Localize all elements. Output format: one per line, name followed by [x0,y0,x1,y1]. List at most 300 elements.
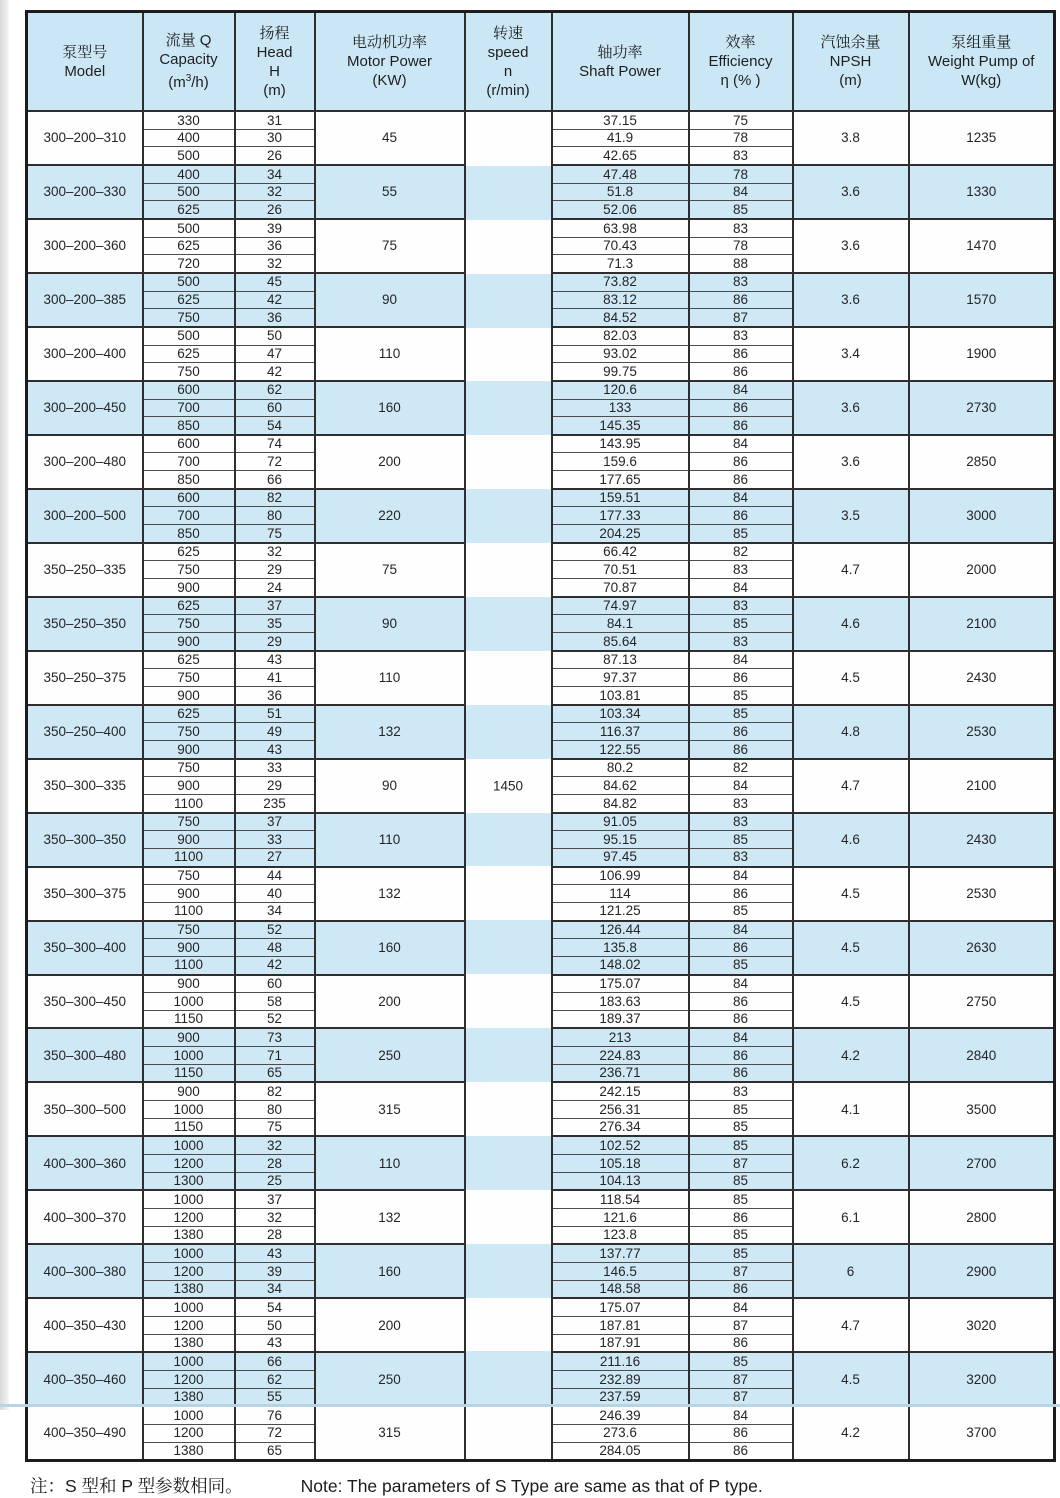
cell-head: 40 [235,885,315,903]
page-left-edge [0,0,9,1410]
capacity-header-en: Capacity [159,51,218,68]
cell-head: 47 [235,345,315,363]
cell-shaft-power: 175.07 [552,1298,689,1316]
cell-efficiency: 85 [689,1352,793,1370]
cell-head: 55 [235,1388,315,1406]
cell-capacity: 1200 [143,1263,235,1281]
cell-head: 33 [235,831,315,849]
cell-head: 29 [235,633,315,651]
cell-capacity: 900 [143,831,235,849]
cell-capacity: 720 [143,255,235,273]
cell-shaft-power: 159.51 [552,489,689,507]
cell-efficiency: 78 [689,165,793,183]
cell-shaft-power: 143.95 [552,435,689,453]
cell-capacity: 850 [143,417,235,435]
cell-efficiency: 84 [689,1406,793,1424]
model-header-en: Model [64,62,106,80]
cell-head: 36 [235,237,315,255]
cell-weight: 2530 [909,867,1055,921]
cell-head: 28 [235,1226,315,1244]
cell-shaft-power: 146.5 [552,1263,689,1281]
cell-capacity: 1000 [143,1352,235,1370]
cell-capacity: 400 [143,165,235,183]
cell-efficiency: 83 [689,219,793,237]
cell-capacity: 900 [143,777,235,795]
cell-head: 42 [235,291,315,309]
cell-motor-power: 45 [315,111,465,165]
cell-shaft-power: 97.37 [552,669,689,687]
cell-shaft-power: 120.6 [552,381,689,399]
cell-shaft-power: 121.6 [552,1209,689,1227]
cell-npsh: 3.8 [793,111,909,165]
cell-model: 400–300–370 [27,1190,143,1244]
cell-weight: 2840 [909,1028,1055,1082]
cell-npsh: 4.5 [793,1352,909,1406]
cell-shaft-power: 83.12 [552,291,689,309]
cell-model: 300–200–480 [27,435,143,489]
cell-head: 74 [235,435,315,453]
cell-capacity: 1000 [143,1406,235,1424]
cell-capacity: 750 [143,561,235,579]
cell-head: 54 [235,417,315,435]
cell-efficiency: 86 [689,993,793,1011]
cell-capacity: 750 [143,867,235,885]
cell-head: 51 [235,705,315,723]
cell-efficiency: 86 [689,291,793,309]
cell-efficiency: 86 [689,1280,793,1298]
cell-efficiency: 85 [689,1244,793,1262]
cell-shaft-power: 237.59 [552,1388,689,1406]
cell-npsh: 6.2 [793,1136,909,1190]
cell-head: 52 [235,921,315,939]
cell-motor-power: 250 [315,1028,465,1082]
cell-shaft-power: 159.6 [552,453,689,471]
cell-shaft-power: 103.81 [552,687,689,705]
model-header-cn: 泵型号 [62,43,108,61]
cell-capacity: 1380 [143,1442,235,1461]
cell-head: 43 [235,651,315,669]
cell-efficiency: 86 [689,507,793,525]
cell-weight: 1470 [909,219,1055,273]
cell-efficiency: 78 [689,237,793,255]
cell-capacity: 700 [143,399,235,417]
cell-weight: 1330 [909,165,1055,219]
cell-head: 35 [235,615,315,633]
cell-head: 44 [235,867,315,885]
cell-shaft-power: 73.82 [552,273,689,291]
cell-shaft-power: 224.83 [552,1047,689,1065]
cell-capacity: 850 [143,471,235,489]
cell-shaft-power: 41.9 [552,129,689,147]
cell-shaft-power: 103.34 [552,705,689,723]
cell-head: 42 [235,363,315,381]
cell-motor-power: 250 [315,1352,465,1406]
cell-shaft-power: 137.77 [552,1244,689,1262]
cell-weight: 2900 [909,1244,1055,1298]
cell-shaft-power: 95.15 [552,831,689,849]
cell-capacity: 1380 [143,1334,235,1352]
col-header-head: 扬程 Head H (m) [235,12,315,112]
cell-capacity: 1000 [143,993,235,1011]
cell-efficiency: 85 [689,615,793,633]
cell-capacity: 1100 [143,794,235,812]
cell-shaft-power: 256.31 [552,1101,689,1119]
cell-npsh: 4.5 [793,651,909,705]
cell-weight: 2730 [909,381,1055,435]
cell-weight: 1900 [909,327,1055,381]
cell-weight: 2430 [909,651,1055,705]
cell-shaft-power: 104.13 [552,1172,689,1190]
cell-head: 82 [235,1082,315,1100]
cell-capacity: 1100 [143,848,235,866]
cell-head: 50 [235,1316,315,1334]
cell-head: 32 [235,543,315,561]
cell-capacity: 700 [143,507,235,525]
cell-head: 28 [235,1155,315,1173]
col-header-speed: 转速 speed n (r/min) [465,12,552,112]
cell-weight: 3200 [909,1352,1055,1406]
cell-shaft-power: 177.65 [552,471,689,489]
cell-weight: 3000 [909,489,1055,543]
cell-efficiency: 83 [689,1082,793,1100]
cell-head: 24 [235,579,315,597]
cell-efficiency: 84 [689,867,793,885]
cell-efficiency: 86 [689,669,793,687]
cell-capacity: 1150 [143,1010,235,1028]
cell-model: 400–350–460 [27,1352,143,1406]
cell-shaft-power: 116.37 [552,723,689,741]
cell-motor-power: 90 [315,597,465,651]
cell-head: 30 [235,129,315,147]
cell-weight: 2750 [909,975,1055,1029]
cell-head: 43 [235,1334,315,1352]
cell-efficiency: 85 [689,687,793,705]
cell-capacity: 1000 [143,1136,235,1154]
cell-head: 32 [235,255,315,273]
cell-efficiency: 86 [689,453,793,471]
cell-capacity: 500 [143,273,235,291]
cell-efficiency: 85 [689,1136,793,1154]
cell-shaft-power: 105.18 [552,1155,689,1173]
cell-weight: 2850 [909,435,1055,489]
catalog-page [25,10,1058,1498]
cell-head: 27 [235,848,315,866]
cell-efficiency: 86 [689,345,793,363]
cell-npsh: 4.7 [793,543,909,597]
cell-capacity: 1200 [143,1155,235,1173]
cell-capacity: 600 [143,489,235,507]
cell-shaft-power: 246.39 [552,1406,689,1424]
cell-shaft-power: 91.05 [552,813,689,831]
cell-capacity: 900 [143,633,235,651]
cell-efficiency: 87 [689,1155,793,1173]
cell-efficiency: 84 [689,1298,793,1316]
cell-capacity: 750 [143,723,235,741]
cell-model: 350–250–375 [27,651,143,705]
cell-efficiency: 86 [689,1209,793,1227]
cell-shaft-power: 133 [552,399,689,417]
cell-capacity: 750 [143,759,235,777]
cell-weight: 1235 [909,111,1055,165]
cell-motor-power: 55 [315,165,465,219]
cell-head: 73 [235,1028,315,1046]
cell-head: 25 [235,1172,315,1190]
cell-shaft-power: 148.02 [552,956,689,974]
cell-efficiency: 86 [689,939,793,957]
cell-head: 34 [235,902,315,920]
cell-head: 49 [235,723,315,741]
cell-capacity: 1000 [143,1101,235,1119]
cell-head: 39 [235,219,315,237]
cell-efficiency: 85 [689,1101,793,1119]
cell-head: 34 [235,1280,315,1298]
cell-efficiency: 83 [689,561,793,579]
cell-shaft-power: 42.65 [552,147,689,165]
cell-capacity: 700 [143,453,235,471]
cell-head: 26 [235,201,315,219]
cell-head: 72 [235,453,315,471]
cell-capacity: 600 [143,435,235,453]
cell-head: 80 [235,507,315,525]
cell-efficiency: 84 [689,1028,793,1046]
cell-capacity: 900 [143,740,235,758]
cell-efficiency: 87 [689,309,793,327]
cell-capacity: 750 [143,309,235,327]
cell-shaft-power: 121.25 [552,902,689,920]
cell-npsh: 4.5 [793,867,909,921]
cell-shaft-power: 145.35 [552,417,689,435]
cell-weight: 2630 [909,921,1055,975]
cell-capacity: 500 [143,183,235,201]
cell-efficiency: 83 [689,147,793,165]
cell-npsh: 3.6 [793,273,909,327]
cell-shaft-power: 175.07 [552,975,689,993]
cell-npsh: 3.6 [793,219,909,273]
cell-capacity: 750 [143,813,235,831]
cell-npsh: 4.6 [793,813,909,867]
cell-model: 350–300–400 [27,921,143,975]
cell-shaft-power: 114 [552,885,689,903]
cell-shaft-power: 177.33 [552,507,689,525]
cell-shaft-power: 80.2 [552,759,689,777]
cell-motor-power: 315 [315,1082,465,1136]
cell-capacity: 1000 [143,1047,235,1065]
cell-capacity: 625 [143,345,235,363]
cell-speed [465,111,552,1461]
cell-capacity: 500 [143,219,235,237]
cell-shaft-power: 66.42 [552,543,689,561]
cell-shaft-power: 93.02 [552,345,689,363]
cell-npsh: 4.7 [793,759,909,813]
cell-efficiency: 85 [689,1172,793,1190]
cell-shaft-power: 126.44 [552,921,689,939]
cell-weight: 3700 [909,1406,1055,1460]
cell-weight: 2100 [909,597,1055,651]
cell-motor-power: 110 [315,327,465,381]
cell-shaft-power: 183.63 [552,993,689,1011]
cell-shaft-power: 213 [552,1028,689,1046]
cell-efficiency: 86 [689,1424,793,1442]
cell-head: 26 [235,147,315,165]
cell-model: 400–300–380 [27,1244,143,1298]
col-header-motor-power: 电动机功率 Motor Power (KW) [315,12,465,112]
cell-efficiency: 85 [689,1118,793,1136]
cell-head: 65 [235,1064,315,1082]
cell-head: 32 [235,1136,315,1154]
cell-npsh: 4.7 [793,1298,909,1352]
cell-efficiency: 86 [689,1064,793,1082]
cell-shaft-power: 99.75 [552,363,689,381]
footnote-english: Note: The parameters of S Type are same as that of P type. [300,1476,763,1497]
cell-efficiency: 86 [689,740,793,758]
cell-shaft-power: 97.45 [552,848,689,866]
cell-capacity: 1380 [143,1226,235,1244]
cell-capacity: 900 [143,1028,235,1046]
cell-shaft-power: 102.52 [552,1136,689,1154]
cell-capacity: 1380 [143,1388,235,1406]
cell-head: 72 [235,1424,315,1442]
cell-npsh: 6.1 [793,1190,909,1244]
cell-capacity: 625 [143,291,235,309]
cell-motor-power: 90 [315,273,465,327]
cell-shaft-power: 84.52 [552,309,689,327]
cell-head: 48 [235,939,315,957]
cell-head: 41 [235,669,315,687]
cell-head: 36 [235,687,315,705]
cell-shaft-power: 118.54 [552,1190,689,1208]
cell-motor-power: 90 [315,759,465,813]
cell-efficiency: 83 [689,597,793,615]
cell-efficiency: 84 [689,579,793,597]
col-header-npsh: 汽蚀余量 NPSH (m) [793,12,909,112]
cell-efficiency: 88 [689,255,793,273]
cell-npsh: 4.5 [793,975,909,1029]
cell-weight: 2000 [909,543,1055,597]
cell-capacity: 400 [143,129,235,147]
cell-motor-power: 132 [315,705,465,759]
col-header-efficiency: 效率 Efficiency η (% ) [689,12,793,112]
cell-motor-power: 132 [315,1190,465,1244]
cell-shaft-power: 148.58 [552,1280,689,1298]
cell-efficiency: 83 [689,848,793,866]
cell-efficiency: 87 [689,1370,793,1388]
cell-shaft-power: 284.05 [552,1442,689,1461]
cell-npsh: 4.8 [793,705,909,759]
cell-shaft-power: 70.87 [552,579,689,597]
cell-motor-power: 200 [315,1298,465,1352]
speed-value: 1450 [492,777,524,793]
cell-capacity: 600 [143,381,235,399]
cell-weight: 2800 [909,1190,1055,1244]
cell-efficiency: 86 [689,1442,793,1461]
cell-npsh: 3.6 [793,381,909,435]
cell-motor-power: 315 [315,1406,465,1460]
cell-shaft-power: 276.34 [552,1118,689,1136]
bottom-divider [0,1404,1060,1407]
cell-motor-power: 160 [315,921,465,975]
cell-head: 60 [235,975,315,993]
cell-shaft-power: 204.25 [552,525,689,543]
cell-shaft-power: 47.48 [552,165,689,183]
cell-model: 350–300–350 [27,813,143,867]
cell-weight: 3500 [909,1082,1055,1136]
cell-model: 400–350–430 [27,1298,143,1352]
cell-npsh: 6 [793,1244,909,1298]
cell-head: 29 [235,561,315,579]
cell-capacity: 750 [143,921,235,939]
cell-shaft-power: 87.13 [552,651,689,669]
cell-model: 350–300–450 [27,975,143,1029]
cell-motor-power: 75 [315,219,465,273]
cell-efficiency: 84 [689,489,793,507]
col-header-capacity [143,12,235,112]
cell-capacity: 1300 [143,1172,235,1190]
cell-model: 350–300–375 [27,867,143,921]
cell-head: 82 [235,489,315,507]
cell-weight: 2430 [909,813,1055,867]
cell-shaft-power: 236.71 [552,1064,689,1082]
cell-shaft-power: 71.3 [552,255,689,273]
cell-efficiency: 85 [689,956,793,974]
cell-motor-power: 200 [315,975,465,1029]
cell-shaft-power: 123.8 [552,1226,689,1244]
cell-capacity: 900 [143,579,235,597]
cell-head: 32 [235,183,315,201]
cell-head: 36 [235,309,315,327]
table-header [27,12,1055,112]
cell-shaft-power: 84.62 [552,777,689,795]
cell-efficiency: 84 [689,651,793,669]
cell-shaft-power: 232.89 [552,1370,689,1388]
cell-capacity: 625 [143,201,235,219]
cell-capacity: 900 [143,1082,235,1100]
cell-npsh: 4.1 [793,1082,909,1136]
col-header-model [27,12,143,112]
capacity-header-unit: $(m^3/h)$ [168,73,209,91]
cell-efficiency: 82 [689,543,793,561]
cell-head: 42 [235,956,315,974]
cell-shaft-power: 52.06 [552,201,689,219]
cell-model: 350–250–400 [27,705,143,759]
cell-capacity: 850 [143,525,235,543]
cell-head: 52 [235,1010,315,1028]
cell-efficiency: 83 [689,813,793,831]
cell-model: 300–200–450 [27,381,143,435]
cell-motor-power: 220 [315,489,465,543]
cell-capacity: 1200 [143,1316,235,1334]
cell-head: 62 [235,1370,315,1388]
cell-efficiency: 85 [689,1190,793,1208]
cell-motor-power: 110 [315,651,465,705]
cell-head: 66 [235,471,315,489]
cell-head: 45 [235,273,315,291]
cell-shaft-power: 135.8 [552,939,689,957]
cell-capacity: 500 [143,147,235,165]
cell-weight: 2100 [909,759,1055,813]
cell-capacity: 330 [143,111,235,129]
cell-efficiency: 83 [689,327,793,345]
cell-head: 50 [235,327,315,345]
cell-capacity: 1200 [143,1424,235,1442]
cell-efficiency: 85 [689,902,793,920]
cell-npsh: 3.6 [793,435,909,489]
cell-model: 300–200–360 [27,219,143,273]
pump-spec-table [25,10,1056,1462]
cell-efficiency: 85 [689,201,793,219]
cell-efficiency: 86 [689,363,793,381]
cell-efficiency: 84 [689,435,793,453]
cell-npsh: 4.6 [793,597,909,651]
